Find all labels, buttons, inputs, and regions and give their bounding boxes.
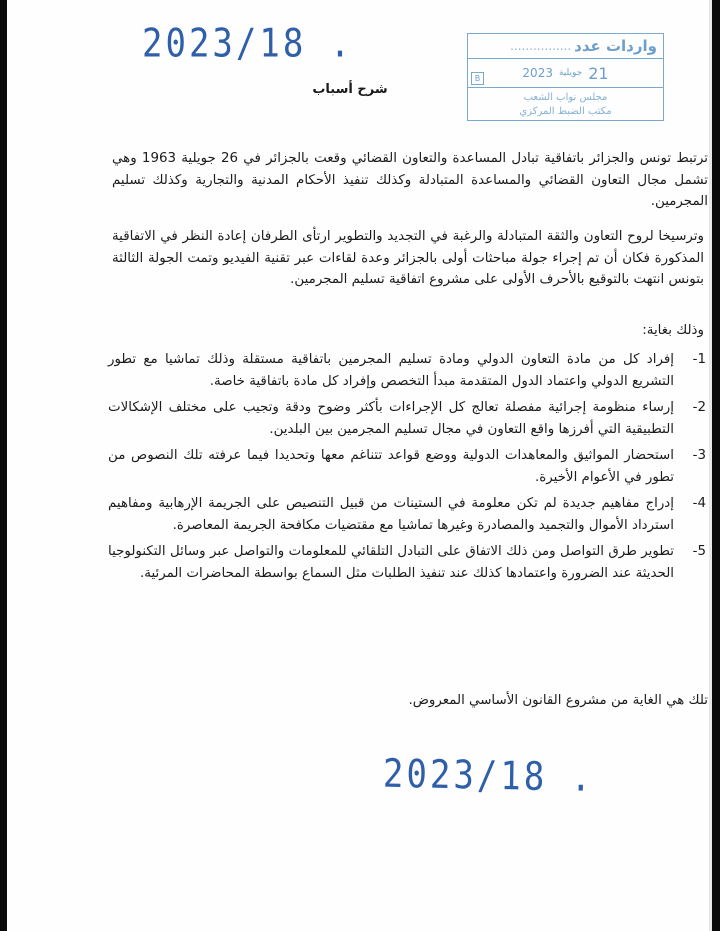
list-item-number: -3 [692, 448, 706, 463]
list-item-number: -1 [692, 352, 706, 367]
list-lead: وذلك بغاية: [642, 323, 704, 338]
list-item [108, 493, 706, 536]
list-item-text: إرساء منظومة إجرائية مفصلة تعالج كل الإجراءات بأكثر وضوح ودقة وتجيب على مختلف الإشكالات التطبيقية التي أفرزها واقع التعاون في مجال تسليم المجرمين بين البلدين. [108, 400, 674, 437]
document-title: شرح أسباب [312, 82, 388, 97]
stamp-day: 21 [588, 63, 609, 83]
reference-number-bottom: 2023/18 . [382, 751, 595, 802]
list-item-text: إفراد كل من مادة التعاون الدولي ومادة تسليم المجرمين باتفاقية مستقلة وذلك تماشيا مع تطور التشريع الدولي واعتماد الدول المتقدمة مبدأ التخصص وإفراد كل مادة باتفاقية خاصة. [108, 352, 674, 389]
stamp-header [468, 34, 663, 59]
stamp-office-line2: مكتب الضبط المركزي [519, 106, 612, 117]
list-item-text: تطوير طرق التواصل ومن ذلك الاتفاق على التبادل التلقائي للمعلومات والتواصل عبر وسائل التكنولوجيا الحديثة عند الضرورة واعتمادها كذلك عند تنفيذ الطلبات مثل السماع بواسطة المحاضرات المرئية. [108, 544, 674, 581]
list-item [108, 541, 706, 584]
stamp-header-dots: ................ [510, 39, 572, 53]
stamp-header-label: واردات عدد [574, 37, 657, 55]
reception-stamp [467, 33, 664, 121]
conclusion: تلك هي الغاية من مشروع القانون الأساسي المعروض. [408, 693, 708, 708]
scan-edge-left [0, 0, 7, 931]
stamp-date [468, 59, 663, 88]
stamp-year: 2023 [522, 66, 553, 80]
paragraph-1: ترتبط تونس والجزائر باتفاقية تبادل المساعدة والتعاون القضائي وقعت بالجزائر في 26 جويلية 1963 وهي تشمل مجال التعاون القضائي والمساعدة المتبادلة وكذلك تنفيذ الأحكام المدنية والتجارية وكذلك تسليم المجرمين. [112, 151, 708, 209]
list-item-number: -4 [692, 496, 706, 511]
stamp-office [468, 88, 663, 119]
stamp-month: جويلية [558, 68, 583, 78]
objectives-list [108, 349, 706, 589]
list-item [108, 445, 706, 488]
list-item-text: استحضار المواثيق والمعاهدات الدولية ووضع قواعد تتناغم معها وتحديدا فيما عرفته تلك النصوص من تطور في الأعوام الأخيرة. [108, 448, 674, 485]
reference-number-top: 2023/18 . [142, 21, 354, 67]
list-item-text: إدراج مفاهيم جديدة لم تكن معلومة في الستينات من قبيل التنصيص على الجريمة الإرهابية ومفاهيم استرداد الأموال والتجميد والمصادرة وغيرها تماشيا مع مقتضيات مكافحة الجريمة المعاصرة. [108, 496, 674, 533]
list-item-number: -5 [692, 544, 706, 559]
scan-edge-right [712, 0, 720, 931]
list-item [108, 397, 706, 440]
stamp-letter-box: B [471, 72, 484, 85]
list-item-number: -2 [692, 400, 706, 415]
stamp-office-line1: مجلس نواب الشعب [523, 92, 608, 103]
list-item [108, 349, 706, 392]
paragraph-2: وترسيخا لروح التعاون والثقة المتبادلة والرغبة في التجديد والتطوير ارتأى الطرفان إعادة النظر في الاتفاقية المذكورة فكان أن تم إجراء جولة مباحثات أولى بالجزائر وعدة لقاءات عبر تقنية الفيديو وتمت الجولة الثالثة بتونس انتهت بالتوقيع بالأحرف الأولى على مشروع اتفاقية تسليم المجرمين. [112, 229, 704, 287]
